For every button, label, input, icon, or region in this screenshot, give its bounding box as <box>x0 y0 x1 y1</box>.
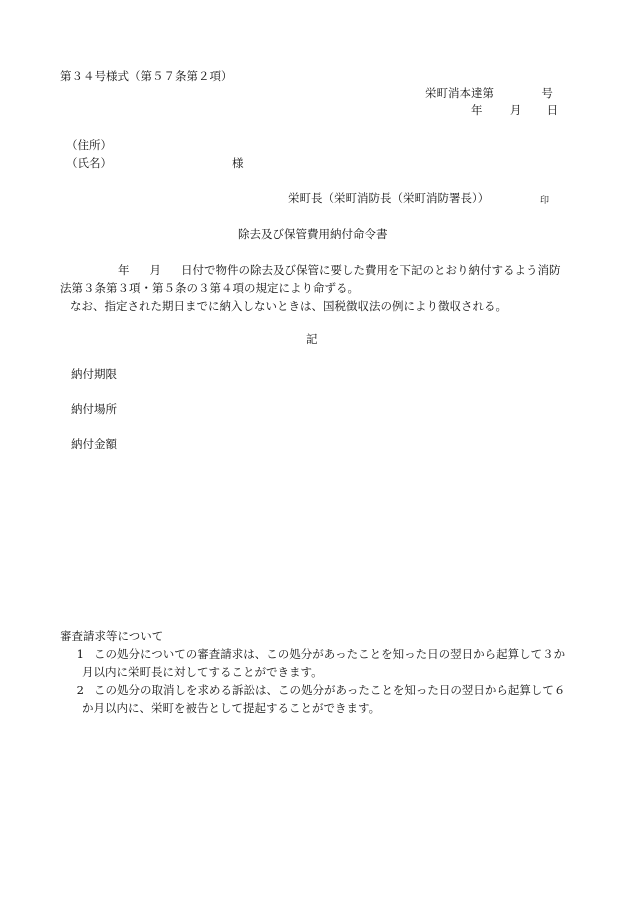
issuer-name: 栄町長（栄町消防長（栄町消防署長）） <box>288 191 490 205</box>
body-line1-month: 月 <box>149 263 161 277</box>
document-number <box>425 85 553 101</box>
review-item-2-number: 2 <box>76 683 84 697</box>
review-heading: 審査請求等について <box>60 629 164 643</box>
review-item-2-line-2: か月以内に、栄町を被告として提起することができます。 <box>82 701 381 715</box>
seal-mark: 印 <box>540 196 550 206</box>
review-item-1-line-1 <box>60 645 580 663</box>
review-item-1-line-2: 月以内に栄町長に対してすることができます。 <box>82 665 323 679</box>
document-date <box>471 102 558 118</box>
recipient-address-label: （住所） <box>66 138 112 152</box>
body-line-3: なお、指定された期日までに納入しないときは、国税徴収法の例により徴収される。 <box>70 299 507 313</box>
date-day: 日 <box>546 103 559 117</box>
ki-heading: 記 <box>306 332 318 346</box>
recipient-name-label: （氏名） <box>66 156 112 170</box>
document-number-prefix: 栄町消本達第 <box>425 86 494 100</box>
date-month: 月 <box>509 103 522 117</box>
review-item-2-text-1: この処分の取消しを求める訴訟は、この処分があったことを知った日の翌日から起算して６ <box>94 683 566 697</box>
body-line-1 <box>60 261 580 279</box>
payment-amount-label: 納付金額 <box>71 437 117 451</box>
recipient-honorific: 様 <box>232 156 244 170</box>
review-item-1-text-1: この処分についての審査請求は、この処分があったことを知った日の翌日から起算して３か <box>94 647 566 661</box>
document-title: 除去及び保管費用納付命令書 <box>238 227 388 241</box>
body-line1-year: 年 <box>118 263 130 277</box>
review-item-1 <box>60 645 580 681</box>
issuer-seal <box>539 191 550 207</box>
body-line1-rest: 日付で物件の除去及び保管に要した費用を下記のとおり納付するよう消防 <box>181 263 561 277</box>
body-line-2: 法第３条第３項・第５条の３第４項の規定により命ずる。 <box>60 281 359 295</box>
review-item-1-number: 1 <box>76 647 84 661</box>
review-item-2-line-1 <box>60 681 580 699</box>
form-number: 第３４号様式（第５７条第２項） <box>60 69 233 83</box>
review-item-2 <box>60 681 580 717</box>
body-paragraph <box>60 261 580 315</box>
document-number-suffix: 号 <box>541 86 553 100</box>
payment-place-label: 納付場所 <box>71 402 117 416</box>
date-year: 年 <box>471 103 483 117</box>
payment-deadline-label: 納付期限 <box>71 367 117 381</box>
